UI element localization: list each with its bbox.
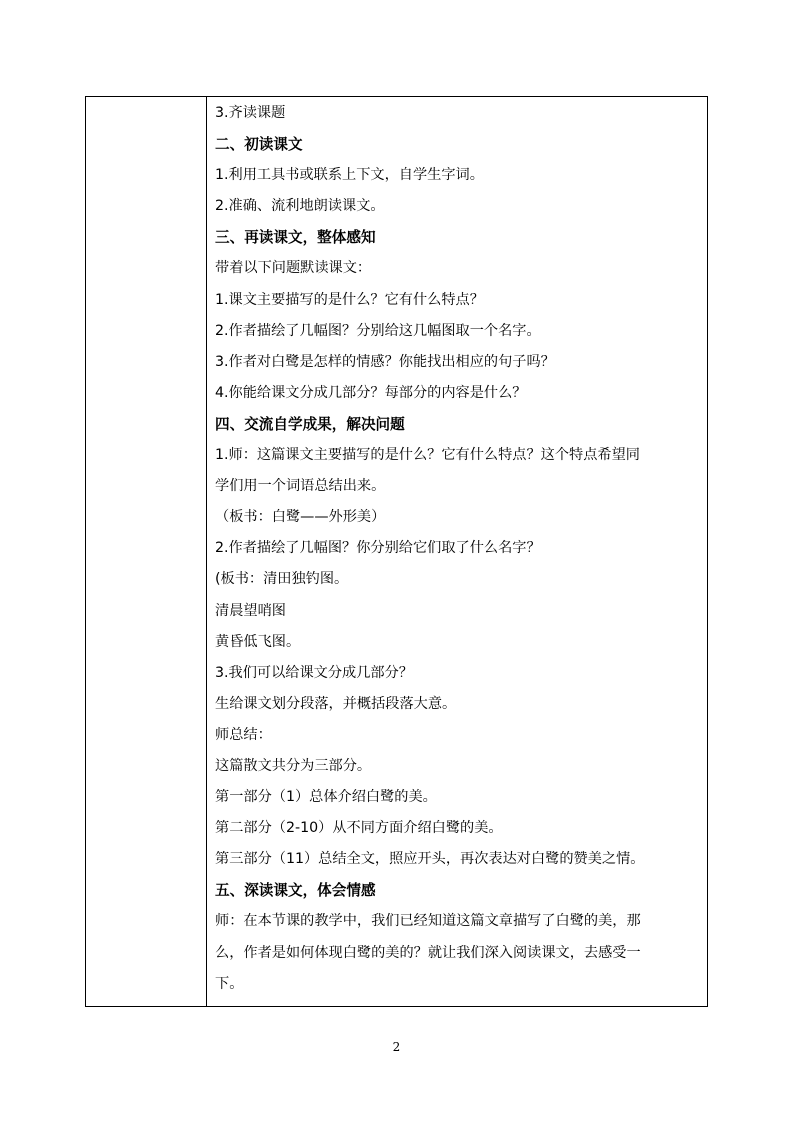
text-line: 2.准确、流利地朗读课文。 [215,198,385,215]
text-line: 生给课文划分段落，并概括段落大意。 [215,695,457,712]
text-line: 带着以下问题默读课文： [215,260,372,277]
text-line: 师：在本节课的教学中，我们已经知道这篇文章描写了白鹭的美，那 [215,913,641,930]
text-line: 3.我们可以给课文分成几部分？ [215,664,413,681]
text-line: 第一部分（1）总体介绍白鹭的美。 [215,789,437,806]
text-line: 1.课文主要描写的是什么？它有什么特点？ [215,291,484,308]
text-line: 黄昏低飞图。 [215,633,301,650]
section-heading: 五、深读课文，体会情感 [215,882,376,900]
text-line: 第三部分（11）总结全文，照应开头，再次表达对白鹭的赞美之情。 [215,851,645,868]
text-line: 4.你能给课文分成几部分？每部分的内容是什么？ [215,384,527,401]
section-heading: 四、交流自学成果，解决问题 [215,415,405,433]
table-content-cell [207,97,707,1006]
text-line: 这篇散文共分为三部分。 [215,757,372,774]
page-number: 2 [392,1040,401,1054]
text-line: 么，作者是如何体现白鹭的美的？就让我们深入阅读课文，去感受一 [215,944,641,961]
text-line: 清晨望哨图 [215,602,286,619]
text-line: 学们用一个词语总结出来。 [215,478,386,495]
text-line: （板书：白鹭——外形美） [215,509,386,526]
text-line: 3.齐读课题 [215,105,286,121]
lesson-plan-table [85,96,708,1007]
text-line: 1.师：这篇课文主要描写的是什么？它有什么特点？这个特点希望同 [215,447,640,464]
text-line: 3.作者对白鹭是怎样的情感？你能找出相应的句子吗？ [215,353,555,370]
text-line: 1.利用工具书或联系上下文，自学生字词。 [215,167,484,184]
text-line: 第二部分（2-10）从不同方面介绍白鹭的美。 [215,820,503,837]
text-line: 师总结： [215,726,272,743]
text-line: (板书：清田独钓图。 [215,571,349,588]
text-line: 2.作者描绘了几幅图？分别给这几幅图取一个名字。 [215,322,541,339]
text-line: 下。 [215,975,244,992]
section-heading: 三、再读课文，整体感知 [215,229,376,247]
section-heading: 二、初读课文 [215,136,303,154]
text-line: 2.作者描绘了几幅图？你分别给它们取了什么名字？ [215,540,541,557]
table-left-column [86,97,207,1006]
